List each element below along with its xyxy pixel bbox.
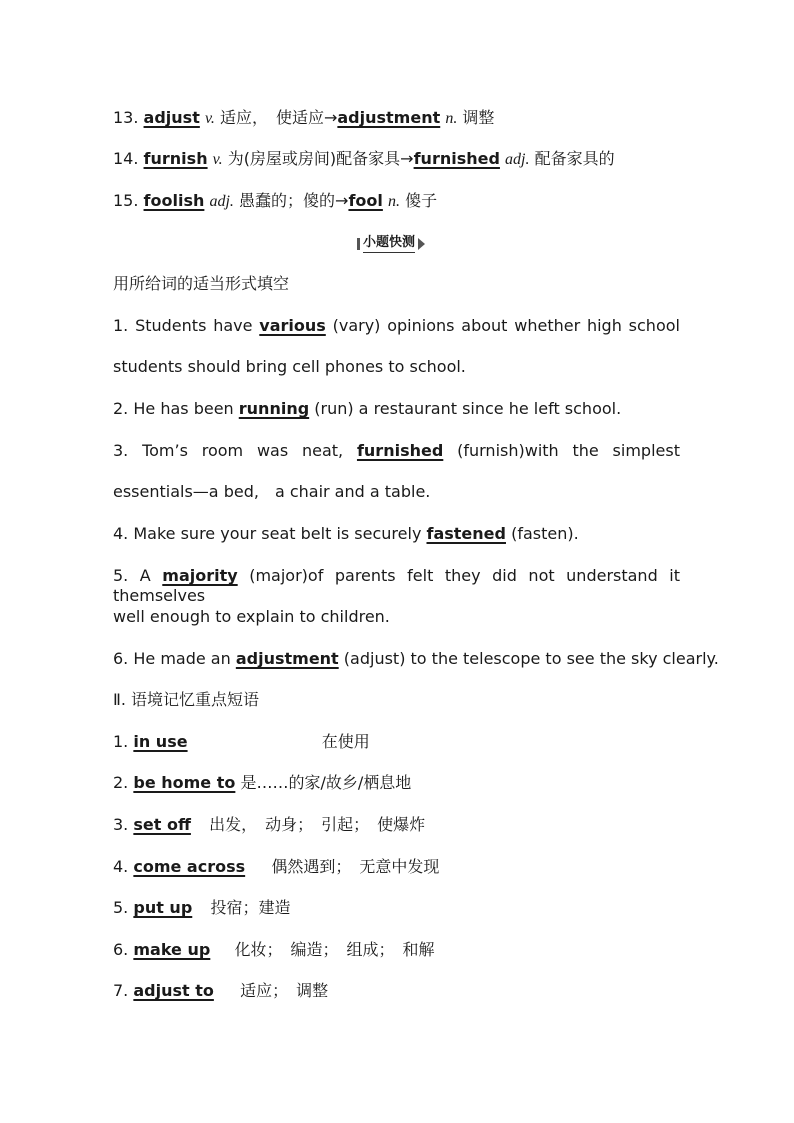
phrase-meaning: 是……的家/故乡/栖息地	[240, 773, 412, 792]
phrase-meaning: 偶然遇到； 无意中发现	[271, 857, 440, 876]
item-number: 14.	[113, 149, 139, 168]
phrase-meaning: 出发， 动身； 引起； 使爆炸	[209, 815, 426, 834]
vocab-word: foolish	[143, 191, 205, 210]
exercise-6	[113, 649, 719, 669]
phrase: be home to	[133, 773, 236, 792]
answer: adjustment	[235, 649, 339, 668]
exercise-2	[113, 399, 621, 419]
phrase-item-4	[113, 857, 439, 877]
phrase-meaning: 化妆； 编造； 组成； 和解	[234, 940, 435, 959]
vocab-item-13	[113, 108, 494, 129]
title-bar-icon	[357, 238, 360, 250]
phrase-meaning: 投宿；建造	[210, 898, 291, 917]
item-number: 15.	[113, 191, 139, 210]
exercise-text: Tom’s room was neat,	[142, 441, 344, 460]
answer: fastened	[426, 524, 506, 543]
answer: majority	[162, 566, 238, 585]
item-number: 1.	[113, 732, 129, 751]
item-number: 4.	[113, 524, 129, 543]
item-number: 5.	[113, 898, 129, 917]
exercise-text: (major)of parents felt they did not understand it themselves	[113, 566, 680, 605]
exercise-text: He made an	[133, 649, 231, 668]
exercise-text: He has been	[133, 399, 234, 418]
phrase-meaning: 在使用	[321, 732, 370, 751]
exercise-text: (furnish)with the simplest	[457, 441, 680, 460]
section-heading: Ⅱ. 语境记忆重点短语	[113, 690, 260, 709]
item-number: 2.	[113, 399, 129, 418]
phrase-item-7	[113, 981, 328, 1001]
phrase-item-3	[113, 815, 425, 835]
phrase: make up	[133, 940, 211, 959]
item-number: 2.	[113, 773, 129, 792]
phrase-item-5	[113, 898, 290, 918]
vocab-meaning: 适应， 使适应→	[219, 108, 338, 127]
exercise-text: Make sure your seat belt is securely	[133, 524, 422, 543]
exercise-3	[113, 441, 680, 461]
derived-pos: n.	[387, 193, 400, 210]
exercise-text: (fasten).	[511, 524, 579, 543]
exercise-text: (adjust) to the telescope to see the sky clearly.	[343, 649, 719, 668]
item-number: 7.	[113, 981, 129, 1000]
exercise-1-continued: students should bring cell phones to school.	[113, 357, 466, 376]
derived-pos: n.	[445, 110, 458, 127]
phrase: adjust to	[133, 981, 214, 1000]
phrase: come across	[133, 857, 246, 876]
item-number: 4.	[113, 857, 129, 876]
derived-word: furnished	[413, 149, 500, 168]
item-number: 1.	[113, 316, 129, 335]
vocab-word: furnish	[143, 149, 208, 168]
derived-pos: adj.	[505, 151, 530, 168]
derived-word: fool	[348, 191, 383, 210]
exercise-text: Students have	[135, 316, 253, 335]
part-of-speech: adj.	[209, 193, 234, 210]
answer: running	[238, 399, 310, 418]
phrase: in use	[133, 732, 188, 751]
exercise-5	[113, 566, 680, 606]
phrase-item-2	[113, 773, 411, 793]
quiz-title	[357, 235, 425, 253]
item-number: 13.	[113, 108, 139, 127]
exercise-1	[113, 316, 680, 336]
item-number: 3.	[113, 815, 129, 834]
phrase: set off	[133, 815, 191, 834]
phrase-item-6	[113, 940, 435, 960]
item-number: 3.	[113, 441, 129, 460]
vocab-word: adjust	[143, 108, 200, 127]
exercise-text: (run) a restaurant since he left school.	[314, 399, 622, 418]
vocab-item-15	[113, 191, 437, 212]
derived-meaning: 配备家具的	[534, 149, 615, 168]
item-number: 5.	[113, 566, 129, 585]
exercise-text: A	[139, 566, 151, 585]
exercise-5-continued: well enough to explain to children.	[113, 607, 390, 626]
vocab-meaning: 愚蠢的；傻的→	[239, 191, 349, 210]
part-of-speech: v.	[204, 110, 215, 127]
quiz-title-text: 小题快测	[363, 235, 415, 253]
part-of-speech: v.	[212, 151, 223, 168]
vocab-item-14	[113, 149, 615, 170]
phrase-meaning: 适应； 调整	[240, 981, 329, 1000]
item-number: 6.	[113, 940, 129, 959]
answer: furnished	[356, 441, 444, 460]
exercise-text: (vary) opinions about whether high school	[332, 316, 680, 335]
derived-meaning: 调整	[462, 108, 495, 127]
exercise-3-continued: essentials—a bed, a chair and a table.	[113, 482, 431, 501]
phrase: put up	[133, 898, 193, 917]
triangle-right-icon	[418, 238, 425, 250]
instruction: 用所给词的适当形式填空	[113, 274, 290, 293]
answer: various	[259, 316, 326, 335]
derived-meaning: 傻子	[405, 191, 438, 210]
exercise-4	[113, 524, 579, 544]
item-number: 6.	[113, 649, 129, 668]
phrase-item-1	[113, 732, 370, 752]
vocab-meaning: 为(房屋或房间)配备家具→	[227, 149, 414, 168]
derived-word: adjustment	[337, 108, 441, 127]
